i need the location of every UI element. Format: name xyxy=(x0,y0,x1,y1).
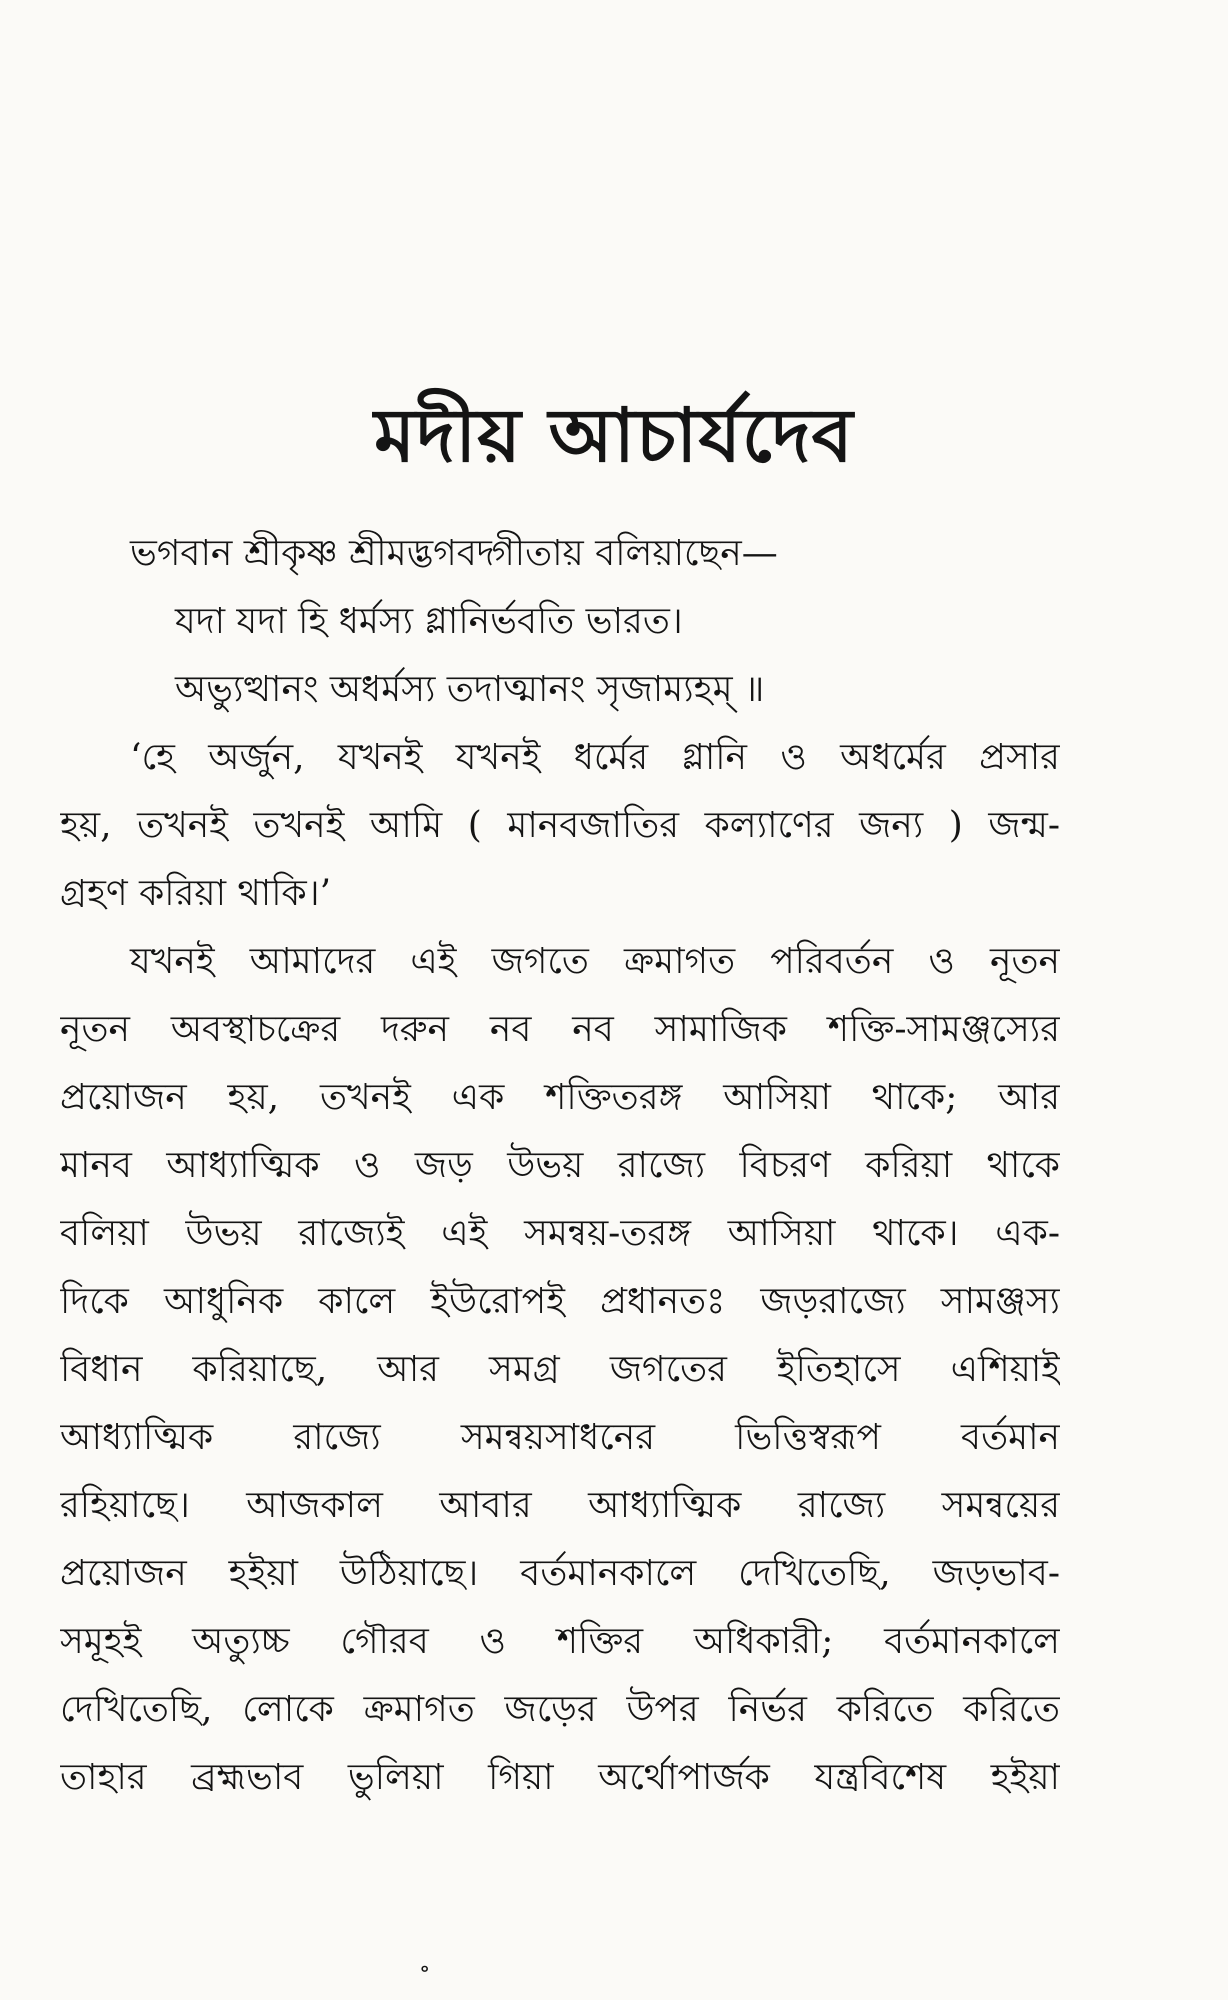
paragraph-line: বলিয়া উভয় রাজ্যেই এই সমন্বয়-তরঙ্গ আসিয়া থাকে। এক- xyxy=(60,1213,1060,1254)
paragraph-line: মানব আধ্যাত্মিক ও জড় উভয় রাজ্যে বিচরণ করিয়া থাকে xyxy=(60,1145,1060,1186)
paragraph-line: সমূহই অত্যুচ্চ গৌরব ও শক্তির অধিকারী; বর্তমানকালে xyxy=(60,1621,1060,1662)
verse-line: যদা যদা হি ধর্মস্য গ্লানির্ভবতি ভারত। xyxy=(175,601,683,642)
verse-line: অভ্যুত্থানং অধর্মস্য তদাত্মানং সৃজাম্যহম্ ॥ xyxy=(175,669,765,710)
paragraph-line: নূতন অবস্থাচক্রের দরুন নব নব সামাজিক শক্তি-সামঞ্জস্যের xyxy=(60,1009,1060,1050)
paragraph-line: ‘হে অর্জুন, যখনই যখনই ধর্মের গ্লানি ও অধর্মের প্রসার xyxy=(130,737,1060,778)
paragraph-line: প্রয়োজন হয়, তখনই এক শক্তিতরঙ্গ আসিয়া থাকে; আর xyxy=(60,1077,1060,1118)
chapter-title: মদীয় আচার্যদেব xyxy=(374,393,854,479)
paragraph-line: রহিয়াছে। আজকাল আবার আধ্যাত্মিক রাজ্যে সমন্বয়ের xyxy=(60,1485,1060,1526)
paragraph-line: আধ্যাত্মিক রাজ্যে সমন্বয়সাধনের ভিত্তিস্বরূপ বর্তমান xyxy=(60,1417,1060,1458)
paragraph-line: দেখিতেছি, লোকে ক্রমাগত জড়ের উপর নির্ভর করিতে করিতে xyxy=(60,1689,1060,1730)
intro-line: ভগবান শ্রীকৃষ্ণ শ্রীমদ্ভগবদ্গীতায় বলিয়াছেন— xyxy=(130,533,778,574)
paragraph-line: গ্রহণ করিয়া থাকি।’ xyxy=(60,873,332,914)
paragraph-line: যখনই আমাদের এই জগতে ক্রমাগত পরিবর্তন ও নূতন xyxy=(130,941,1060,982)
paragraph-line: হয়, তখনই তখনই আমি ( মানবজাতির কল্যাণের জন্য ) জন্ম- xyxy=(60,805,1060,846)
paragraph-line: প্রয়োজন হইয়া উঠিয়াছে। বর্তমানকালে দেখিতেছি, জড়ভাব- xyxy=(60,1553,1060,1594)
paragraph-line: বিধান করিয়াছে, আর সমগ্র জগতের ইতিহাসে এশিয়াই xyxy=(60,1349,1060,1390)
page-mark: ॰ xyxy=(420,1959,430,1984)
body-text xyxy=(60,520,1060,1812)
paragraph-line: তাহার ব্রহ্মভাব ভুলিয়া গিয়া অর্থোপার্জক যন্ত্রবিশেষ হইয়া xyxy=(60,1757,1060,1798)
paragraph-line: দিকে আধুনিক কালে ইউরোপই প্রধানতঃ জড়রাজ্যে সামঞ্জস্য xyxy=(60,1281,1060,1322)
